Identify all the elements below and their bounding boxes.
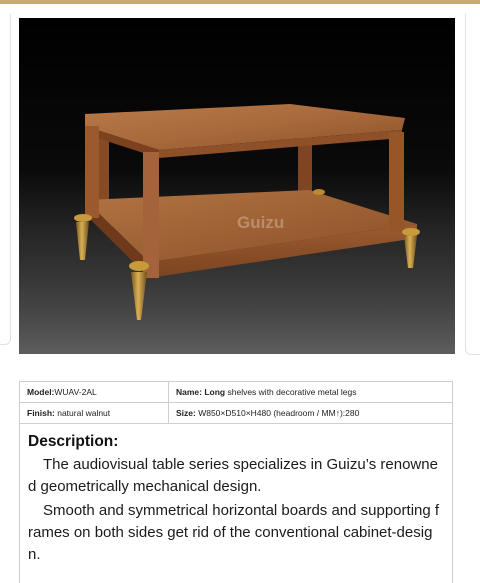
size-value: W850×D510×H480 (headroom / MM↑):280: [195, 408, 360, 418]
watermark-logo: Guizu: [237, 213, 285, 232]
model-value: WUAV-2AL: [54, 387, 97, 397]
finish-value: natural walnut: [54, 408, 111, 418]
name-cell: [169, 382, 453, 403]
size-label: Size:: [176, 408, 196, 418]
spec-table: [19, 381, 453, 424]
product-photo: [19, 18, 455, 354]
description-paragraph: The audiovisual table series specializes in Guizu’s renowned geometrically mechanical design.: [28, 456, 438, 495]
finish-cell: [20, 403, 169, 424]
front-right-post: [389, 132, 404, 232]
next-card-edge: [465, 14, 480, 355]
previous-card-edge: [0, 14, 11, 345]
model-label: Model:: [27, 387, 55, 397]
table-row: [20, 382, 453, 403]
description-paragraph: Smooth and symmetrical horizontal boards and supporting frames on both sides get rid of the conventional cabinet-design.: [28, 502, 440, 563]
finish-label: Finish:: [27, 408, 55, 418]
description-title: Description:: [28, 433, 119, 450]
model-cell: [20, 382, 169, 403]
description-section: [19, 422, 453, 583]
walnut-table-illustration: [19, 18, 455, 354]
front-center-post: [143, 152, 159, 278]
name-label: Name: Long: [176, 387, 226, 397]
size-cell: [169, 403, 453, 424]
table-row: [20, 403, 453, 424]
front-left-post: [85, 126, 99, 218]
top-accent-strip: [0, 0, 480, 4]
name-value: shelves with decorative metal legs: [225, 387, 357, 397]
